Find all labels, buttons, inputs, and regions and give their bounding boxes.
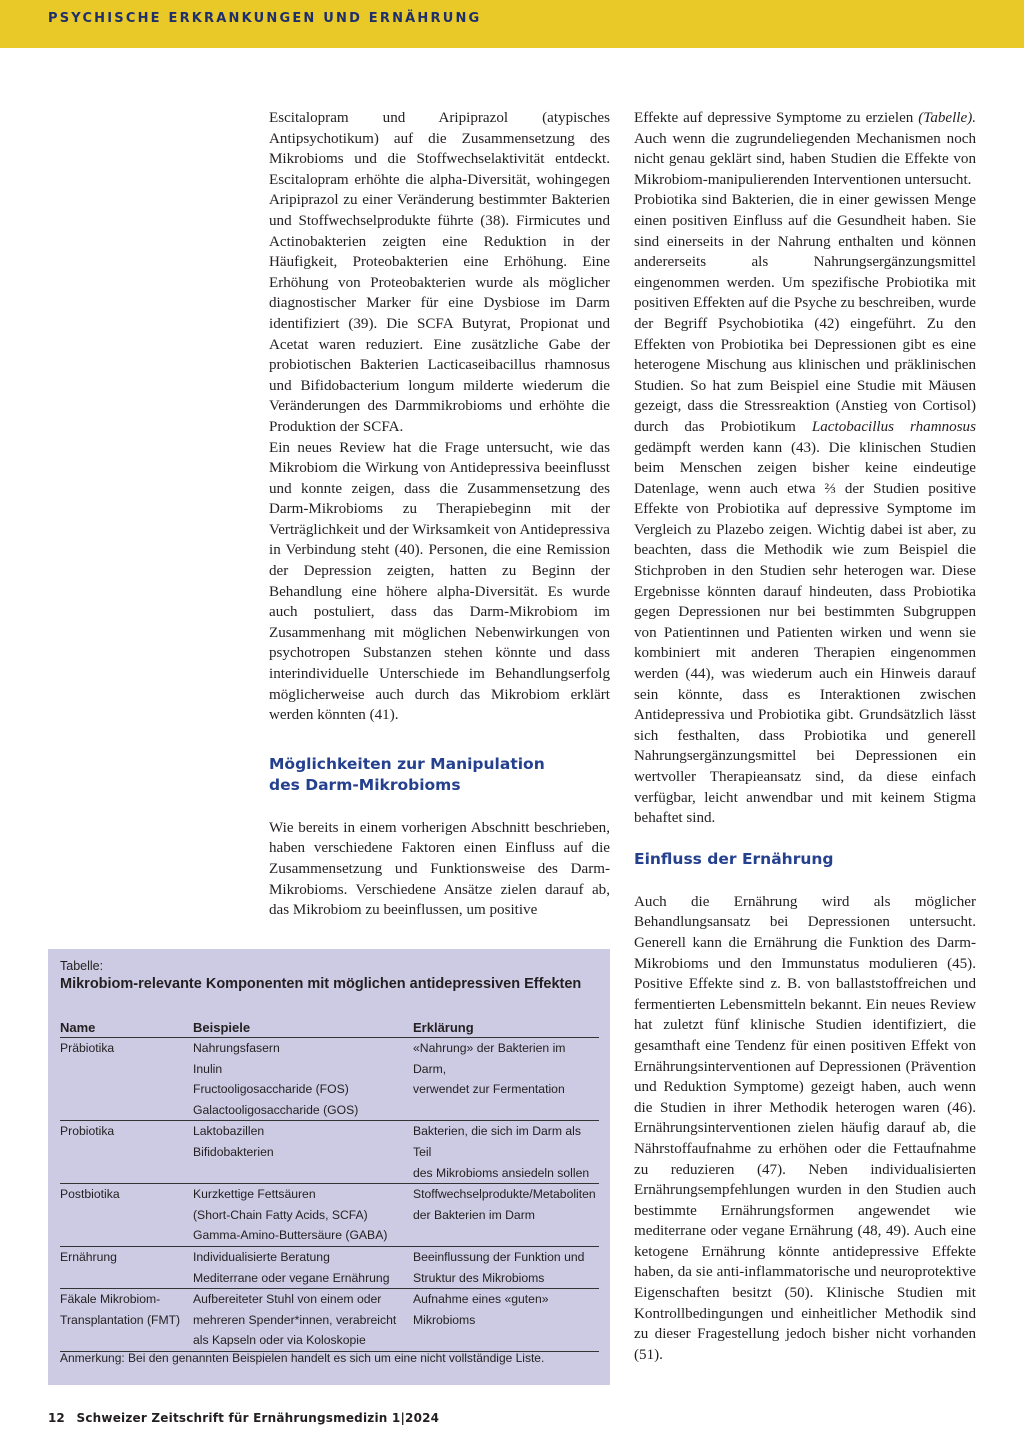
table-row xyxy=(60,1121,599,1184)
cell-line: Kurzkettige Fettsäuren xyxy=(193,1187,316,1202)
cell-line: Bifidobakterien xyxy=(193,1144,274,1159)
cell-line: (Short-Chain Fatty Acids, SCFA) xyxy=(193,1207,368,1222)
table-cell-explanation xyxy=(413,1246,599,1288)
components-table xyxy=(60,1017,599,1352)
cell-line: «Nahrung» der Bakterien im Darm, xyxy=(413,1041,566,1076)
text-run: gedämpft werden kann (43). Die klinischen Studien beim Menschen zeigen bisher keine eindeutige Datenlage, wenn auch etwa ⅔ der Studien positive Effekte von Probiotika auf depressive Symptome im Vergleich zu Plazebo zeigen. Wichtig dabei ist aber, zu beachten, dass die Methodik wie zum Beispiel die Stichproben in den Studien sehr heterogen war. Diese Ergebnisse könnten darauf hindeuten, dass Probiotika gegen Depressionen nur bei bestimmten Subgruppen von Patientinnen und Patienten wirken und wenn sie kombiniert mit anderen Therapien eingenommen werden (44), was wiederum auch ein Hinweis darauf sein könnte, dass es Interaktionen zwischen Antidepressiva und Probiotika gibt. Grundsätzlich lässt sich festhalten, dass Probiotika und generell Nahrungsergänzungsmittel bei Depressionen ein wertvoller Therapieansatz sind, da diese einfach verfügbar, leicht anwendbar und mit keinem Stigma behaftet sind. xyxy=(634,439,976,827)
text-run: Probiotika sind Bakterien, die in einer gewissen Menge einen positiven Einfluss auf die Gesundheit haben. Sie sind einerseits in der Nahrung enthalten und können andererseits als Nahrungsergänzungsmittel eingenommen werden. Um spezifische Probiotika mit positiven Effekten auf die Psyche zu beschreiben, wurde der Begriff Psychobiotika (42) eingeführt. Zu den Effekten von Probiotika bei Depressionen gibt es eine heterogene Mischung aus klinischen und präklinischen Studien. So hat zum Beispiel eine Studie mit Mäusen gezeigt, dass die Stressreaktion (Anstieg von Cortisol) durch das Probiotikum xyxy=(634,192,976,435)
table-box xyxy=(48,949,610,1385)
page-number: 12 xyxy=(48,1411,65,1425)
heading-line: Möglichkeiten zur Manipulation xyxy=(269,754,545,773)
species-name: Lactobacillus rhamnosus xyxy=(811,418,976,435)
paragraph xyxy=(634,190,976,828)
table-cell-name xyxy=(60,1121,193,1184)
table-note: Anmerkung: Bei den genannten Beispielen handelt es sich um eine nicht vollständige Liste. xyxy=(60,1351,545,1365)
cell-line: mehreren Spender*innen, verabreicht xyxy=(193,1312,397,1327)
paragraph: Auch die Ernährung wird als möglicher Behandlungsansatz bei Depressionen untersucht. Generell kann die Ernährung die Funktion des Darm-Mikrobioms und den Immunstatus modulieren (45). Positive Effekte sind z. B. von ballaststoffreichen und fermentierten Lebensmitteln bekannt. Ein neues Review hat zuletzt fünf klinische Studien identifiziert, die gesamthaft eine Tendenz für einen positiven Effekt von Ernährungsinterventionen auf Depressionen (Prävention und Reduktion Symptome) gezeigt haben, auch wenn die Studien in ihrer Methodik heterogen waren (46). Ernährungsinterventionen zielen häufig darauf ab, die Nährstoffaufnahme zu erhöhen oder die Fettaufnahme zu reduzieren (47). Neben individualisierten Ernährungsempfehlungen wurden in den Studien auch bestimmte Ernährungsformen angewendet wie mediterrane oder vegane Ernährung (48, 49). Auch eine ketogene Ernährung könnte antidepressive Effekte haben, da sie anti-inflammatorische und neuroprotektive Eigenschaften besitzt (50). Klinische Studien mit Kontrollbedingungen und einheitlicher Methodik sind zu dieser Fragestellung jedoch bisher nicht vorhanden (51). xyxy=(634,893,976,1363)
cell-line: Galactooligosaccharide (GOS) xyxy=(193,1102,359,1117)
table-cell-explanation xyxy=(413,1121,599,1184)
header-bar xyxy=(0,0,1024,48)
cell-line: Laktobazillen xyxy=(193,1124,265,1139)
section-heading: Einfluss der Ernährung xyxy=(634,849,834,868)
cell-line: Fructooligosaccharide (FOS) xyxy=(193,1082,349,1097)
paragraph xyxy=(634,108,976,190)
cell-line: des Mikrobioms ansiedeln sollen xyxy=(413,1165,590,1180)
column-header: Beispiele xyxy=(193,1017,413,1038)
table-cell-name xyxy=(60,1184,193,1247)
cell-line: Postbiotika xyxy=(60,1187,120,1202)
cell-line: Nahrungsfasern xyxy=(193,1041,280,1055)
text-column-left xyxy=(269,108,610,921)
journal-title: Schweizer Zeitschrift für Ernährungsmedizin 1|2024 xyxy=(76,1411,440,1425)
table-cell-explanation xyxy=(413,1289,599,1352)
cell-line: Aufbereiteter Stuhl von einem oder xyxy=(193,1292,382,1307)
paragraph: Ein neues Review hat die Frage untersucht, wie das Mikrobiom die Wirkung von Antidepressiva beeinflusst und konnte zeigen, dass die Zusammensetzung des Darm-Mikrobioms zu Therapiebeginn mit der Verträglichkeit und der Wirksamkeit von Antidepressiva in Verbindung steht (40). Personen, die eine Remission der Depression zeigten, hatten zu Beginn der Behandlung eine höhere alpha-Diversität. Es wurde auch postuliert, dass das Darm-Mikrobiom im Zusammenhang mit möglichen Nebenwirkungen von psychotropen Substanzen stehen könnte und dass interindividuelle Unterschiede im Behandlungserfolg möglicherweise auch durch das Mikrobiom erklärt werden könnten (41). xyxy=(269,439,610,724)
cell-line: Transplantation (FMT) xyxy=(60,1312,181,1327)
cell-line: Struktur des Mikrobioms xyxy=(413,1270,545,1285)
table-cell-name xyxy=(60,1289,193,1352)
column-header: Erklärung xyxy=(413,1017,599,1038)
section-heading xyxy=(269,754,610,796)
cell-line: Bakterien, die sich im Darm als Teil xyxy=(413,1124,581,1159)
table-cell-examples xyxy=(193,1246,413,1288)
table-row xyxy=(60,1184,599,1247)
cell-line: Probiotika xyxy=(60,1124,115,1139)
cell-line: der Bakterien im Darm xyxy=(413,1207,535,1222)
table-row xyxy=(60,1038,599,1121)
cell-line: Ernährung xyxy=(60,1249,117,1264)
table-cell-examples xyxy=(193,1121,413,1184)
cell-line: Gamma-Amino-Buttersäure (GABA) xyxy=(193,1228,388,1243)
table-label: Tabelle: xyxy=(60,959,104,973)
cell-line: Beeinflussung der Funktion und xyxy=(413,1249,585,1264)
section-title: PSYCHISCHE ERKRANKUNGEN UND ERNÄHRUNG xyxy=(48,11,482,26)
paragraph: Escitalopram und Aripiprazol (atypisches Antipsychotikum) auf die Zusammensetzung des Mikrobioms und die Stoffwechselaktivität entdeckt. Escitalopram erhöhte die alpha-Diversität, wohingegen Aripiprazol zu einer Veränderung bestimmter Bakterien und Stoffwechselprodukte führte (38). Firmicutes und Actinobakterien zeigten eine Reduktion in der Häufigkeit, Proteobakterien eine Erhöhung. Eine Erhöhung von Proteobakterien wurde als möglicher diagnostischer Marker für eine Dysbiose im Darm identifiziert (39). Die SCFA Butyrat, Propionat und Acetat waren reduziert. Eine zusätzliche Gabe der probiotischen Bakterien Lacticaseibacillus rhamnosus und Bifidobacterium longum milderte wiederum die Veränderungen des Darmmikrobioms und erhöhte die Produktion der SCFA. xyxy=(269,110,610,435)
heading-line: des Darm-Mikrobioms xyxy=(269,775,461,794)
paragraph: Wie bereits in einem vorherigen Abschnitt beschrieben, haben verschiedene Faktoren einen Einfluss auf die Zusammensetzung und Funktionsweise des Darm-Mikrobioms. Verschiedene Ansätze zielen darauf ab, das Mikrobiom zu beeinflussen, um positive xyxy=(269,819,610,919)
cell-line: Fäkale Mikrobiom- xyxy=(60,1292,161,1307)
cell-line: Präbiotika xyxy=(60,1041,115,1055)
column-header: Name xyxy=(60,1017,193,1038)
table-row xyxy=(60,1289,599,1352)
table-cell-explanation xyxy=(413,1184,599,1247)
text-run: Auch wenn die zugrundeliegenden Mechanismen noch nicht genau geklärt sind, haben Studien die Effekte von Mikrobiom-manipulierenden Interventionen untersucht. xyxy=(634,130,976,188)
table-cell-name xyxy=(60,1038,193,1121)
table-cell-examples xyxy=(193,1038,413,1121)
cell-line: Mediterrane oder vegane Ernährung xyxy=(193,1270,390,1285)
cell-line: Inulin xyxy=(193,1061,223,1076)
table-title: Mikrobiom-relevante Komponenten mit möglichen antidepressiven Effekten xyxy=(60,976,582,992)
text-run: Effekte auf depressive Symptome zu erzielen xyxy=(634,110,919,126)
table-reference: (Tabelle). xyxy=(918,110,976,126)
text-column-right xyxy=(634,108,976,1365)
cell-line: verwendet zur Fermentation xyxy=(413,1082,565,1097)
table-cell-examples xyxy=(193,1184,413,1247)
footer xyxy=(48,1411,439,1425)
cell-line: Stoffwechselprodukte/Metaboliten xyxy=(413,1187,596,1202)
cell-line: Individualisierte Beratung xyxy=(193,1249,330,1264)
table-row xyxy=(60,1246,599,1288)
table-cell-name xyxy=(60,1246,193,1288)
cell-line: Aufnahme eines «guten» Mikrobioms xyxy=(413,1292,549,1327)
table-cell-examples xyxy=(193,1289,413,1352)
cell-line: als Kapseln oder via Koloskopie xyxy=(193,1333,366,1348)
table-cell-explanation xyxy=(413,1038,599,1121)
table-header-row xyxy=(60,1017,599,1038)
